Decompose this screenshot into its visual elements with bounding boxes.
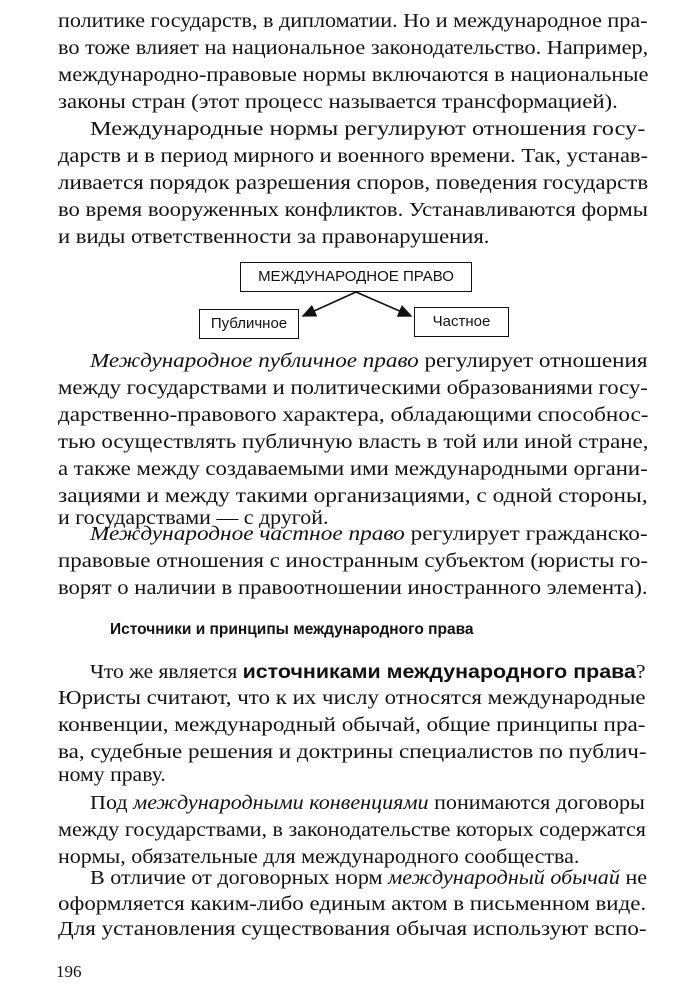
text-line: нормы, обязательные для международного сообщества. (58, 847, 580, 868)
text-line: во время вооруженных конфликтов. Устанавливаются формы (58, 200, 648, 221)
text-line: дарств и в период мирного и военного времени. Так, устанав- (58, 146, 649, 167)
text-span: Под (90, 793, 134, 814)
text-span: В отличие от договорных норм (90, 868, 389, 889)
section-heading: Источники и принципы международного права (110, 621, 474, 638)
text-line: политике государств, в дипломатии. Но и международное пра- (58, 11, 648, 32)
text-line: международно-правовые нормы включаются в национальные (58, 65, 649, 86)
text-line: ва, судебные решения и доктрины специалистов по публич- (58, 742, 647, 763)
term-sources: источниками международного права (242, 661, 636, 683)
text-line (90, 350, 647, 374)
page-number: 196 (56, 962, 82, 981)
term-public-law: Международное публичное право (90, 351, 419, 372)
diagram-main-box: МЕЖДУНАРОДНОЕ ПРАВО (240, 262, 472, 292)
text-line: а также между создаваемыми ими международными органи- (58, 459, 648, 480)
term-conventions: международными конвенциями (133, 793, 429, 814)
text-span: ? (635, 662, 646, 683)
text-span: регулирует гражданско- (404, 524, 648, 545)
text-span: понимаются договоры (428, 793, 645, 814)
diagram-private-box: Частное (414, 307, 509, 337)
text-line: тью осуществлять публичную власть в той или иной стране, (58, 432, 649, 453)
text-line: Юристы считают, что к их числу относятся международные (58, 688, 646, 709)
text-line: дарственно-правового характера, обладающими способнос- (58, 405, 649, 426)
text-line: правовые отношения с иностранным субъектом (юристы го- (58, 551, 649, 572)
text-line: Для установления существования обычая используют вспо- (58, 919, 647, 940)
text-line: ному праву. (58, 765, 166, 786)
text-line (90, 523, 648, 547)
text-line: между государствами, в законодательстве которых содержатся (58, 820, 646, 841)
text-line (90, 792, 645, 816)
text-line: и государствами — с другой. (58, 508, 329, 529)
text-line: зациями и между такими организациями, с одной стороны, (58, 486, 648, 507)
text-line: оформляется каким-либо единым актом в письменном виде. (58, 894, 647, 915)
text-line: конвенции, международный обычай, общие принципы пра- (58, 715, 646, 736)
text-span: не (619, 868, 648, 889)
text-line: Международные нормы регулируют отношения госу- (90, 119, 646, 140)
text-line: во тоже влияет на национальное законодательство. Например, (58, 38, 649, 59)
term-private-law: Международное частное право (90, 524, 405, 545)
text-line: и виды ответственности за правонарушения. (58, 227, 490, 248)
text-line: законы стран (этот процесс называется трансформацией). (58, 92, 618, 113)
text-line: ворят о наличии в правоотношении иностранного элемента). (58, 578, 648, 599)
text-line (90, 660, 645, 685)
term-custom: международный обычай (388, 868, 620, 889)
text-span: Что же является (90, 662, 243, 683)
diagram-public-box: Публичное (199, 309, 299, 339)
text-line: ливается порядок разрешения споров, поведения государств (58, 173, 649, 194)
text-span: регулирует отношения (418, 351, 648, 372)
text-line (90, 867, 647, 891)
text-line: между государствами и политическими образованиями госу- (58, 378, 648, 399)
